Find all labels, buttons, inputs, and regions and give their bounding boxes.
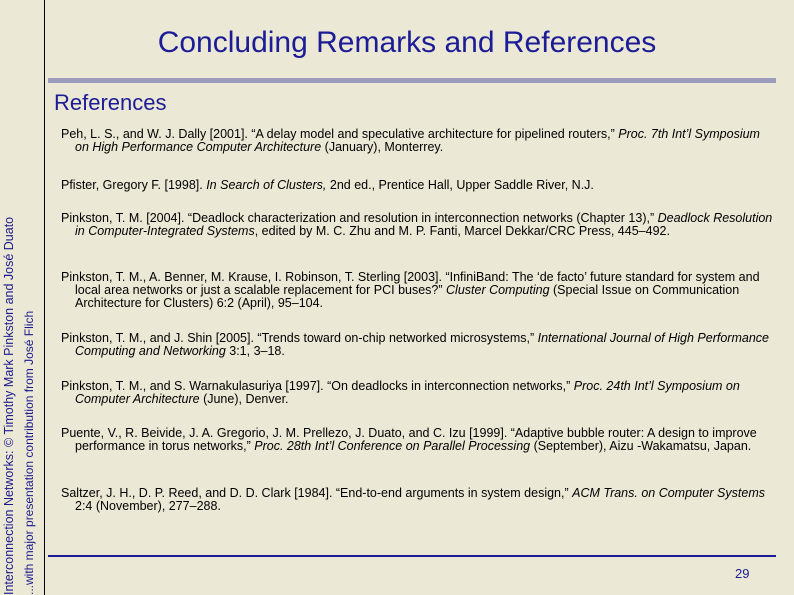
reference-item [61, 427, 774, 453]
footer-rule [48, 555, 776, 557]
reference-title: Deadlock Resolution in Computer-Integrated Systems [75, 211, 773, 238]
reference-text: Pinkston, T. M., and S. Warnakulasuriya [1997]. “On deadlocks in interconnection networks,” [61, 379, 574, 393]
reference-item [61, 380, 774, 406]
reference-item [61, 179, 774, 192]
reference-text: , edited by M. C. Zhu and M. P. Fanti, Marcel Dekkar/CRC Press, 445–492. [254, 224, 670, 238]
reference-text: Pinkston, T. M., A. Benner, M. Krause, I. Robinson, T. Sterling [2003]. “InfiniBand: The ‘de facto’ future standard for system and local area networks or just a scalable replacement for PCI buses?” [61, 270, 760, 297]
reference-text: Peh, L. S., and W. J. Dally [2001]. “A delay model and speculative architecture for pipelined routers,” [61, 127, 619, 141]
slide-title-text: Concluding Remarks and References [157, 26, 657, 59]
reference-text: (September), Aizu -Wakamatsu, Japan. [530, 439, 752, 453]
reference-text: 2nd ed., Prentice Hall, Upper Saddle River, N.J. [326, 178, 594, 192]
reference-text: Saltzer, J. H., D. P. Reed, and D. D. Clark [1984]. “End-to-end arguments in system design,” [61, 486, 573, 500]
sidebar-contribution-text: ...with major presentation contribution from José Flich [22, 310, 36, 595]
reference-title: Proc. 28th Int’l Conference on Parallel Processing [254, 439, 531, 453]
reference-item [61, 271, 774, 310]
slide-title [0, 26, 794, 60]
reference-title: Cluster Computing [446, 283, 550, 297]
reference-text: Pinkston, T. M., and J. Shin [2005]. “Trends toward on-chip networked microsystems,” [61, 331, 538, 345]
reference-title: ACM Trans. on Computer Systems [572, 486, 765, 500]
reference-text: (June), Denver. [199, 392, 289, 406]
reference-item [61, 332, 774, 358]
reference-item [61, 212, 774, 238]
reference-title: In Search of Clusters, [206, 178, 327, 192]
section-heading: References [54, 90, 167, 115]
sidebar-divider [44, 0, 45, 595]
reference-text: Pfister, Gregory F. [1998]. [61, 178, 207, 192]
reference-text: Puente, V., R. Beivide, J. A. Gregorio, J. M. Prellezo, J. Duato, and C. Izu [1999]. “Adaptive bubble router: A design to improve performance in torus networks,” [61, 426, 757, 453]
reference-item [61, 487, 774, 513]
reference-text: 2:4 (November), 277–288. [75, 499, 221, 513]
sidebar-copyright-text: Interconnection Networks: © Timothy Mark Pinkston and José Duato [2, 216, 16, 595]
reference-text: (January), Monterrey. [321, 140, 444, 154]
reference-title: Proc. 24th Int’l Symposium on Computer Architecture [75, 379, 740, 406]
reference-item [61, 128, 774, 154]
reference-text: Pinkston, T. M. [2004]. “Deadlock characterization and resolution in interconnection networks (Chapter 13),” [61, 211, 658, 225]
sidebar-credits [0, 0, 44, 595]
page-number: 29 [735, 566, 750, 581]
reference-text: (Special Issue on Communication Architecture for Clusters) 6:2 (April), 95–104. [75, 283, 740, 310]
reference-title: International Journal of High Performance Computing and Networking [75, 331, 769, 358]
title-rule [48, 78, 776, 83]
reference-text: 3:1, 3–18. [225, 344, 285, 358]
reference-title: Proc. 7th Int’l Symposium on High Performance Computer Architecture [75, 127, 760, 154]
